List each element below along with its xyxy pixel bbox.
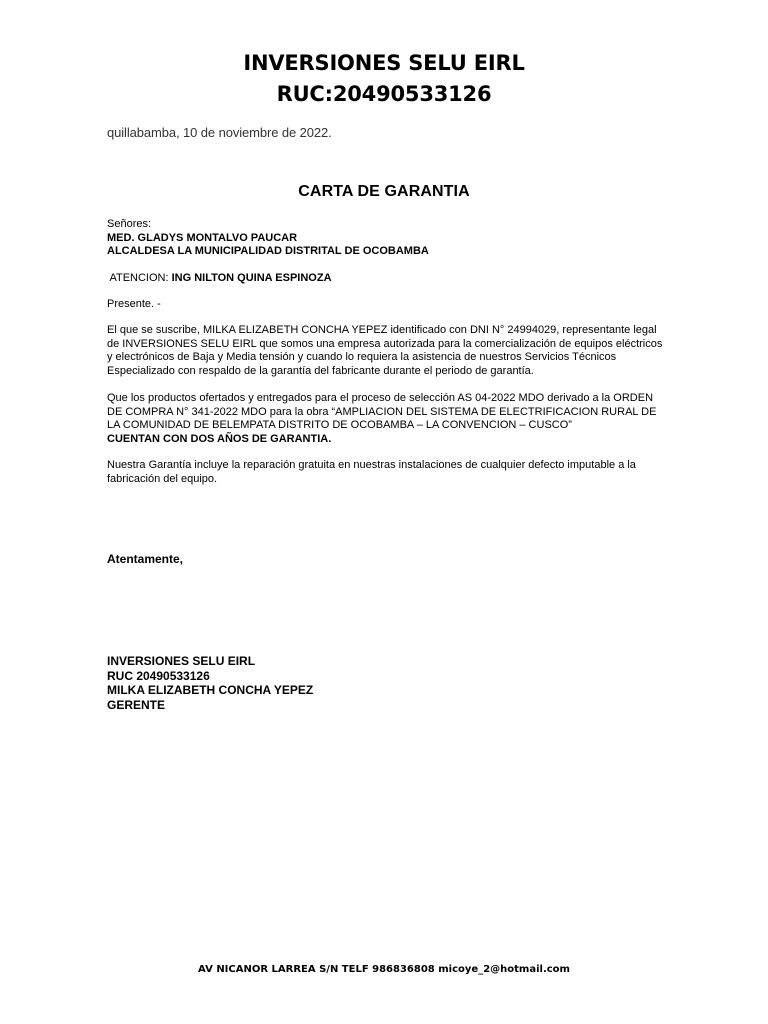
letterhead-ruc: RUC:20490533126	[276, 82, 492, 106]
signature-company: INVERSIONES SELU EIRL	[107, 654, 256, 668]
attention-line	[107, 272, 667, 286]
signature-role: GERENTE	[107, 697, 166, 712]
signature-block	[107, 654, 313, 712]
letterhead	[0, 48, 768, 110]
body-paragraph-2-text: Que los productos ofertados y entregados para el proceso de selección AS 04-2022 MDO derivado a la ORDEN DE COMPRA N° 341-2022 MDO para la obra “AMPLIACION DEL SISTEMA DE ELECTRIFICACION RURAL DE LA COMUNIDAD DE BELEMPATA DISTRITO DE OCOBAMBA – LA CONVENCION – CUSCO”	[107, 392, 657, 431]
recipient-position: ALCALDESA LA MUNICIPALIDAD DISTRITAL DE OCOBAMBA	[107, 245, 429, 257]
presente-line: Presente. -	[107, 298, 161, 310]
recipient-name: MED. GLADYS MONTALVO PAUCAR	[107, 231, 298, 244]
guarantee-statement: CUENTAN CON DOS AÑOS DE GARANTIA.	[107, 432, 332, 445]
date-line: quillabamba, 10 de noviembre de 2022.	[107, 125, 332, 140]
signature-ruc: RUC 20490533126	[107, 668, 210, 683]
closing-line: Atentamente,	[107, 552, 184, 566]
recipient-block	[107, 218, 667, 259]
signature-name: MILKA ELIZABETH CONCHA YEPEZ	[107, 683, 314, 697]
recipient-salutation: Señores:	[107, 218, 152, 230]
document-title: CARTA DE GARANTIA	[298, 183, 470, 200]
body-paragraph-1: El que se suscribe, MILKA ELIZABETH CONCHA YEPEZ identificado con DNI N° 24994029, representante legal de INVERSIONES SELU EIRL que somos una empresa autorizada para la comercialización de equipos eléctricos y electrónicos de Baja y Media tensión y cuando lo requiera la asistencia de nuestros Servicios Técnicos Especializado con respaldo de la garantía del fabricante durante el periodo de garantía.	[107, 324, 663, 377]
attention-name: ING NILTON QUINA ESPINOZA	[171, 272, 332, 284]
footer-contact: AV NICANOR LARREA S/N TELF 986836808 micoye_2@hotmail.com	[198, 964, 570, 975]
attention-label: ATENCION:	[107, 272, 172, 284]
letterhead-company: INVERSIONES SELU EIRL	[243, 51, 525, 75]
body-paragraph-2	[107, 392, 667, 446]
body-paragraph-3: Nuestra Garantía incluye la reparación gratuita en nuestras instalaciones de cualquier defecto imputable a la fabricación del equipo.	[107, 459, 636, 485]
